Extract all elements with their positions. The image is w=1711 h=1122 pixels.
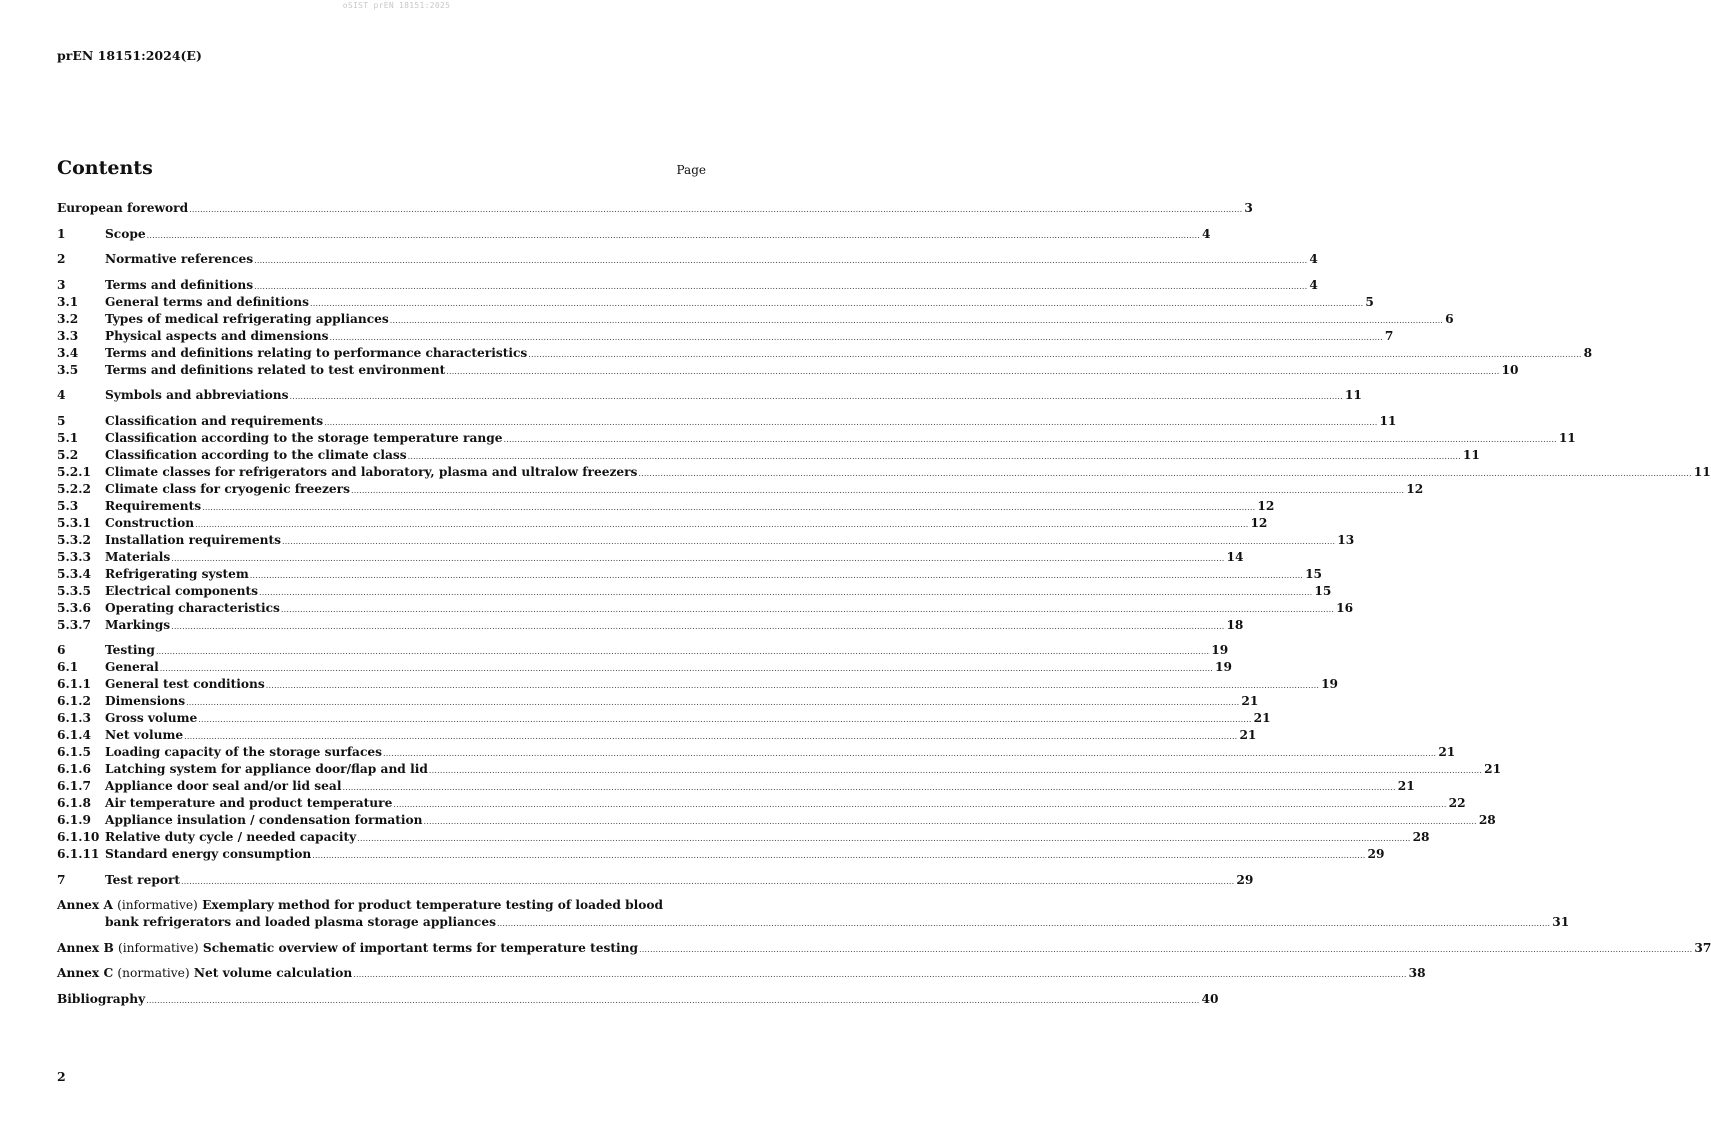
toc-page-number: 6: [1445, 311, 1454, 326]
toc-entry[interactable]: [57, 345, 1593, 362]
toc-page-number: 16: [1336, 600, 1354, 615]
toc-entry[interactable]: [57, 430, 1576, 447]
toc-leader-dots: [259, 584, 1312, 601]
toc-leader-dots: [638, 465, 1691, 482]
toc-leader-dots: [342, 779, 1395, 796]
toc-entry-number: 3.1: [57, 294, 79, 309]
toc-entry-number: 6.1.11: [57, 847, 100, 861]
toc-entry-number: 6.1.3: [57, 711, 91, 725]
document-id: prEN 18151:2024(E): [57, 48, 202, 63]
toc-entry-number: 6.1.6: [57, 762, 91, 776]
toc-entry-number: 3.3: [57, 328, 79, 343]
toc-entry[interactable]: [57, 600, 1354, 617]
toc-entry-bibliography[interactable]: [57, 991, 1219, 1008]
toc-page-number: 19: [1211, 643, 1229, 657]
toc-page-number: 29: [1236, 872, 1254, 887]
toc-entry-title: Test report: [105, 872, 181, 887]
toc-entry-title: Installation requirements: [105, 532, 281, 547]
toc-entry-number: 6.1: [57, 660, 79, 674]
toc-leader-dots: [497, 915, 1550, 932]
toc-entry-number: 5: [57, 413, 66, 428]
contents-header: [57, 157, 706, 181]
toc-entry[interactable]: [57, 362, 1519, 379]
toc-page-number: 11: [1693, 464, 1711, 479]
toc-entry-title: European foreword: [57, 201, 189, 215]
toc-entry[interactable]: [57, 532, 1355, 549]
toc-page-number: 8: [1583, 345, 1593, 360]
toc-entry-number: 3.2: [57, 311, 79, 326]
toc-page-number: 15: [1314, 583, 1332, 598]
toc-entry-annex-a[interactable]: [57, 897, 1570, 931]
toc-leader-dots: [198, 711, 1251, 728]
toc-entry-number: 5.3: [57, 498, 79, 513]
toc-leader-dots: [353, 966, 1406, 983]
toc-entry[interactable]: [57, 727, 1257, 744]
toc-page-number: 38: [1408, 966, 1426, 980]
toc-entry-title: Terms and definitions: [105, 277, 254, 292]
toc-leader-dots: [312, 847, 1365, 864]
toc-entry-number: 5.2: [57, 447, 79, 462]
toc-entry-number: 5.2.2: [57, 481, 91, 496]
toc-page-number: 14: [1226, 549, 1244, 564]
annex-title-line2: bank refrigerators and loaded plasma storage appliances: [105, 915, 496, 929]
toc-leader-dots: [528, 346, 1581, 363]
toc-page-number: 21: [1239, 728, 1257, 742]
toc-leader-dots: [195, 516, 1248, 533]
toc-entry-number: 6.1.2: [57, 694, 91, 708]
toc-entry[interactable]: [57, 566, 1323, 583]
page-number: 2: [57, 1069, 66, 1084]
toc-entry-title: Classification and requirements: [105, 413, 324, 428]
toc-page-number: 29: [1367, 847, 1385, 861]
toc-page-number: 28: [1478, 813, 1496, 827]
toc-leader-dots: [160, 660, 1213, 677]
toc-entries: [57, 200, 1711, 889]
toc-page-number: 37: [1694, 940, 1711, 955]
toc-entry-title: Refrigerating system: [105, 566, 249, 581]
toc-leader-dots: [254, 252, 1307, 269]
toc-entry-title: Appliance door seal and/or lid seal: [105, 779, 342, 793]
toc-entry-title: Bibliography: [57, 991, 146, 1006]
toc-entry-annex-c[interactable]: [57, 965, 1426, 982]
toc-entry-title: Relative duty cycle / needed capacity: [105, 830, 357, 844]
toc-leader-dots: [446, 363, 1499, 380]
annex-title: Net volume calculation: [193, 966, 353, 980]
toc-entry[interactable]: [57, 829, 1430, 846]
toc-page-number: 3: [1244, 201, 1253, 215]
toc-leader-dots: [171, 550, 1224, 567]
toc-entry[interactable]: [57, 710, 1271, 727]
toc-entry-number: 3: [57, 277, 66, 292]
toc-leader-dots: [156, 643, 1209, 660]
toc-entry[interactable]: [57, 226, 1211, 243]
toc-page-number: 12: [1250, 515, 1268, 530]
toc-entry[interactable]: [57, 294, 1374, 311]
toc-entry-number: 1: [57, 226, 66, 241]
toc-leader-dots: [383, 745, 1436, 762]
toc-entry[interactable]: [57, 464, 1711, 481]
toc-leader-dots: [282, 533, 1335, 550]
toc-entry[interactable]: [57, 277, 1318, 294]
annex-type: (normative): [117, 966, 190, 980]
toc-entry-number: 5.3.1: [57, 515, 91, 530]
toc-entry[interactable]: [57, 795, 1466, 812]
toc-entry[interactable]: [57, 642, 1229, 659]
toc-entry[interactable]: [57, 778, 1415, 795]
toc-page-number: 13: [1337, 532, 1355, 547]
toc-page-number: 7: [1384, 328, 1394, 343]
toc-page-number: 12: [1406, 481, 1424, 496]
toc-leader-dots: [186, 694, 1239, 711]
toc-entry-title: Gross volume: [105, 711, 198, 725]
toc-page-number: 4: [1201, 226, 1211, 241]
toc-entry-number: 3.5: [57, 362, 79, 377]
toc-leader-dots: [202, 499, 1255, 516]
toc-entry-number: 5.3.2: [57, 532, 91, 547]
toc-page-number: 11: [1344, 388, 1362, 402]
toc-entry[interactable]: [57, 872, 1254, 889]
toc-entry-title: Air temperature and product temperature: [105, 796, 393, 810]
toc-entry[interactable]: [57, 744, 1456, 761]
toc-page-number: 5: [1365, 294, 1374, 309]
annex-type: (informative): [117, 898, 198, 912]
annex-label: Annex B: [57, 940, 114, 955]
toc-page-number: 21: [1241, 694, 1259, 708]
toc-leader-dots: [184, 728, 1237, 745]
table-of-contents: [57, 200, 1711, 1008]
toc-entry-title: Dimensions: [105, 694, 186, 708]
toc-entry-title: Net volume: [105, 728, 184, 742]
toc-entry-annex-b[interactable]: [57, 940, 1711, 957]
toc-entry-title: Normative references: [105, 252, 254, 266]
toc-entry-number: 3.4: [57, 345, 79, 360]
toc-entry-title: General terms and definitions: [105, 294, 310, 309]
toc-page-number: 11: [1462, 447, 1480, 462]
toc-entry-title: Climate classes for refrigerators and laboratory, plasma and ultralow freezers: [105, 464, 638, 479]
toc-leader-dots: [146, 992, 1199, 1009]
toc-entry-title: Climate class for cryogenic freezers: [105, 481, 350, 496]
toc-entry-number: 6.1.5: [57, 745, 91, 759]
toc-leader-dots: [189, 201, 1242, 218]
toc-entry-title: Markings: [105, 617, 171, 632]
toc-page-number: 19: [1321, 677, 1339, 691]
toc-entry[interactable]: [57, 812, 1496, 829]
toc-leader-dots: [254, 278, 1307, 295]
toc-entry-title: Physical aspects and dimensions: [105, 328, 329, 343]
toc-entry-number: 2: [57, 252, 66, 266]
toc-entry[interactable]: [57, 200, 1253, 217]
toc-entry[interactable]: [57, 387, 1362, 404]
toc-entry-title: Electrical components: [105, 583, 259, 598]
annex-label: Annex A: [57, 898, 113, 912]
toc-leader-dots: [181, 873, 1234, 890]
toc-entry-number: 6.1.8: [57, 796, 91, 810]
toc-leader-dots: [504, 431, 1557, 448]
toc-leader-dots: [250, 567, 1303, 584]
toc-leader-dots: [147, 227, 1200, 244]
toc-leader-dots: [266, 677, 1319, 694]
toc-leader-dots: [351, 482, 1404, 499]
toc-page-number: 4: [1309, 277, 1318, 292]
toc-entry-number: 5.1: [57, 430, 79, 445]
toc-page-number: 40: [1201, 991, 1219, 1006]
toc-entry[interactable]: [57, 251, 1318, 268]
toc-entry[interactable]: [57, 413, 1397, 430]
toc-leader-dots: [330, 329, 1383, 346]
toc-entry-number: 5.3.5: [57, 583, 91, 598]
toc-entry-title: General test conditions: [105, 677, 265, 691]
toc-page-number: 21: [1397, 779, 1415, 793]
toc-page-number: 22: [1448, 796, 1466, 810]
toc-entry[interactable]: [57, 693, 1259, 710]
toc-entry[interactable]: [57, 846, 1385, 863]
toc-leader-dots: [390, 312, 1443, 329]
toc-page-number: 4: [1309, 252, 1318, 266]
contents-title: Contents: [57, 157, 153, 179]
toc-entry[interactable]: [57, 311, 1454, 328]
toc-entry[interactable]: [57, 659, 1233, 676]
toc-page-number: 15: [1305, 566, 1323, 581]
toc-leader-dots: [357, 830, 1410, 847]
toc-page-number: 10: [1501, 362, 1519, 377]
toc-entry[interactable]: [57, 617, 1244, 634]
toc-entry-title: Classification according to the storage temperature range: [105, 430, 503, 445]
toc-entry-title: Terms and definitions relating to performance characteristics: [105, 345, 528, 360]
toc-entry-title: General: [105, 660, 159, 674]
toc-entry-number: 5.3.6: [57, 600, 91, 615]
toc-entry-number: 5.3.7: [57, 617, 91, 632]
toc-entry-title: Requirements: [105, 498, 202, 513]
toc-entry-title: Loading capacity of the storage surfaces: [105, 745, 382, 759]
toc-entry-number: 7: [57, 872, 66, 887]
toc-entry-title: Testing: [105, 643, 155, 657]
toc-entry-title: Operating characteristics: [105, 600, 280, 615]
toc-entry-title: Classification according to the climate class: [105, 447, 407, 462]
watermark: oSIST prEN 18151:2025: [342, 1, 451, 10]
toc-entry-title: Scope: [105, 226, 146, 241]
toc-entry[interactable]: [57, 676, 1339, 693]
toc-page-number: 21: [1253, 711, 1271, 725]
toc-leader-dots: [290, 388, 1343, 405]
toc-entry-title: Construction: [105, 515, 195, 530]
toc-entry[interactable]: [57, 515, 1268, 532]
annex-label: Annex C: [57, 966, 114, 980]
toc-page-number: 31: [1552, 915, 1570, 929]
toc-entry[interactable]: [57, 328, 1394, 345]
annex-title: Schematic overview of important terms for temperature testing: [202, 940, 639, 955]
toc-entry-title: Symbols and abbreviations: [105, 388, 289, 402]
toc-entry-number: 5.2.1: [57, 464, 91, 479]
toc-entry[interactable]: [57, 481, 1424, 498]
annex-title-line1: Exemplary method for product temperature testing of loaded blood: [202, 898, 664, 912]
toc-entry[interactable]: [57, 549, 1244, 566]
toc-entry-number: 6.1.4: [57, 728, 91, 742]
toc-entry[interactable]: [57, 761, 1502, 778]
toc-entry[interactable]: [57, 498, 1275, 515]
toc-leader-dots: [639, 941, 1692, 958]
toc-entry[interactable]: [57, 447, 1480, 464]
toc-leader-dots: [408, 448, 1461, 465]
toc-page-number: 11: [1558, 430, 1576, 445]
toc-page-number: 11: [1379, 413, 1397, 428]
toc-entry-number: 6.1.10: [57, 830, 100, 844]
toc-leader-dots: [424, 813, 1477, 830]
toc-page-number: 21: [1484, 762, 1502, 776]
toc-entry[interactable]: [57, 583, 1332, 600]
toc-entry-number: 6.1.9: [57, 813, 91, 827]
annex-type: (informative): [118, 940, 199, 955]
toc-page-number: 28: [1412, 830, 1430, 844]
toc-entry-title: Appliance insulation / condensation formation: [105, 813, 423, 827]
toc-entry-title: Materials: [105, 549, 171, 564]
toc-entry-number: 4: [57, 388, 66, 402]
toc-leader-dots: [281, 601, 1334, 618]
toc-entry-number: 6.1.1: [57, 677, 91, 691]
toc-entry-title: Standard energy consumption: [105, 847, 312, 861]
toc-page-number: 19: [1215, 660, 1233, 674]
page-column-label: Page: [676, 163, 706, 177]
toc-leader-dots: [171, 618, 1224, 635]
toc-entry-number: 5.3.4: [57, 566, 91, 581]
toc-leader-dots: [393, 796, 1446, 813]
toc-entry-number: 6.1.7: [57, 779, 91, 793]
toc-entry-title: Types of medical refrigerating appliances: [105, 311, 389, 326]
toc-leader-dots: [310, 295, 1363, 312]
toc-page-number: 21: [1438, 745, 1456, 759]
toc-entry-title: Latching system for appliance door/flap and lid: [105, 762, 428, 776]
toc-leader-dots: [429, 762, 1482, 779]
toc-leader-dots: [324, 414, 1377, 431]
toc-entry-number: 6: [57, 643, 66, 657]
toc-page-number: 12: [1257, 498, 1275, 513]
toc-entry-title: Terms and definitions related to test environment: [105, 362, 446, 377]
toc-page-number: 18: [1226, 617, 1244, 632]
toc-entry-number: 5.3.3: [57, 549, 91, 564]
